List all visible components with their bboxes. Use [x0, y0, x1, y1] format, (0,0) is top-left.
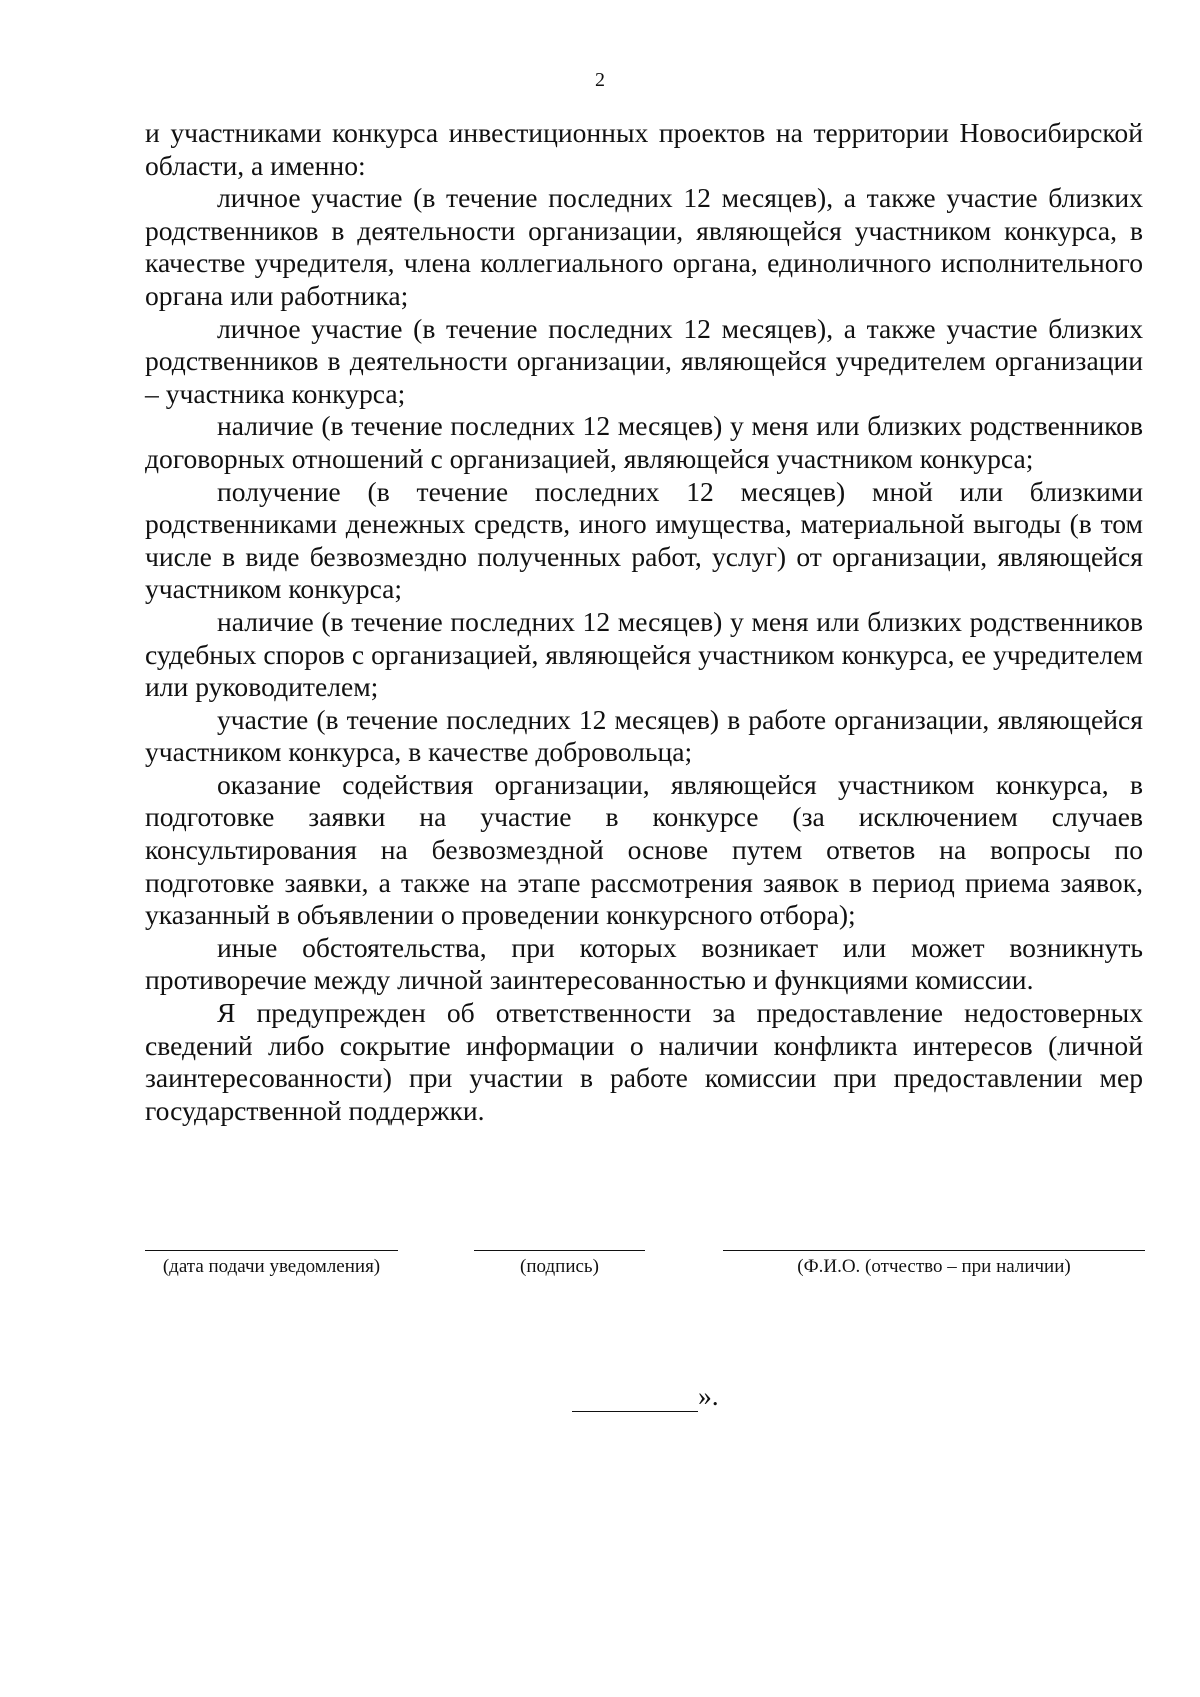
signature-field[interactable] — [474, 1250, 645, 1279]
date-field[interactable] — [145, 1250, 398, 1279]
full-name-field[interactable] — [723, 1250, 1145, 1279]
list-item-other-circumstances: иные обстоятельства, при которых возникает или может возникнуть противоречие между личной заинтересованностью и функциями комиссии. — [145, 931, 1143, 996]
intro-paragraph: и участниками конкурса инвестиционных проектов на территории Новосибирской области, а именно: — [145, 117, 1143, 181]
list-item-personal-participation: личное участие (в течение последних 12 месяцев), а также участие близких родственников в деятельности организации, являющейся участником конкурса, в качестве учредителя, члена коллегиального органа, единоличного исполнительного органа или работника; — [145, 182, 1143, 311]
list-item-contractual-relations: наличие (в течение последних 12 месяцев) у меня или близких родственников договорных отношений с организацией, являющейся участником конкурса; — [145, 410, 1143, 474]
closing-blank-line — [572, 1385, 698, 1412]
page-number: 2 — [595, 69, 605, 91]
list-item-founder-participation: личное участие (в течение последних 12 месяцев), а также участие близких родственников в деятельности организации, являющейся учредителем организации – участника конкурса; — [145, 312, 1143, 409]
closing-quote-mark: ». — [698, 1380, 719, 1411]
date-line — [145, 1250, 398, 1251]
list-item-receipt-of-funds: получение (в течение последних 12 месяцев) мной или близкими родственниками денежных средств, иного имущества, материальной выгоды (в том числе в виде безвозмездно полученных работ, услуг) от организации, являющейся участником конкурса; — [145, 475, 1143, 605]
list-item-court-disputes: наличие (в течение последних 12 месяцев) у меня или близких родственников судебных споров с организацией, являющейся участником конкурса, ее учредителем или руководителем; — [145, 605, 1143, 703]
full-name-caption: (Ф.И.О. (отчество – при наличии) — [797, 1256, 1071, 1277]
list-item-application-assistance: оказание содействия организации, являющейся участником конкурса, в подготовке заявки на участие в конкурсе (за исключением случаев консультирования на безвозмездной основе путем ответов на вопросы по подготовке заявки, а также на этапе рассмотрения заявок в период приема заявок, указанный в объявлении о проведении конкурсного отбора); — [145, 768, 1143, 931]
full-name-line — [723, 1250, 1145, 1251]
document-body — [145, 117, 1143, 1127]
closing-line — [572, 1378, 719, 1412]
signature-caption: (подпись) — [520, 1256, 599, 1277]
date-caption: (дата подачи уведомления) — [162, 1256, 381, 1277]
liability-warning-paragraph: Я предупрежден об ответственности за предоставление недостоверных сведений либо сокрытие информации о наличии конфликта интересов (личной заинтересованности) при участии в работе комиссии при предоставлении мер государственной поддержки. — [145, 997, 1143, 1126]
signature-block — [0, 1250, 1200, 1310]
list-item-volunteering: участие (в течение последних 12 месяцев) в работе организации, являющейся участником конкурса, в качестве добровольца; — [145, 703, 1143, 768]
signature-line — [474, 1250, 645, 1251]
